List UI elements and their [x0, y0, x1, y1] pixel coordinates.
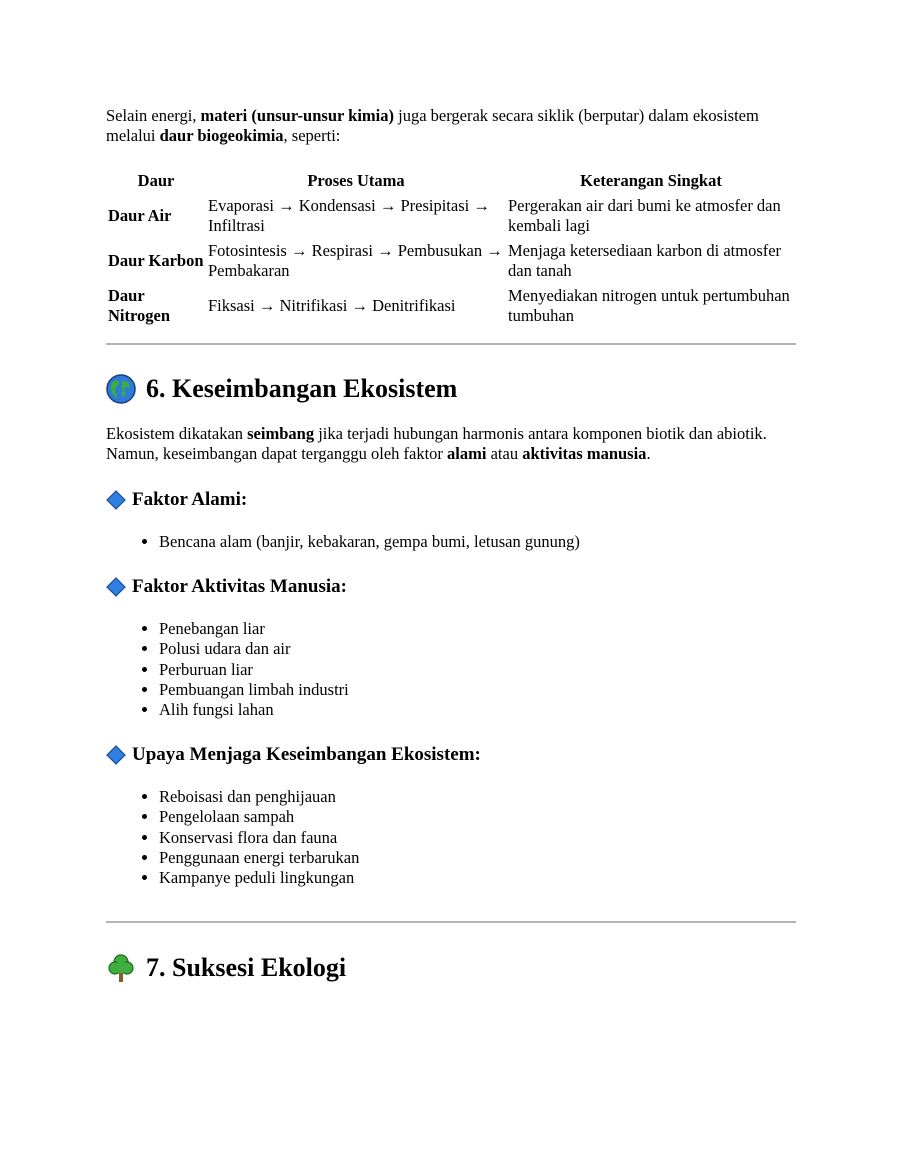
cell-proses: Fiksasi → Nitrifikasi → Denitrifikasi — [208, 296, 456, 315]
section-6-paragraph-1 — [106, 424, 796, 444]
bold-alami: alami — [447, 444, 487, 463]
cell-proses: Fotosintesis → Respirasi → Pembusukan → Pembakaran — [208, 241, 503, 280]
table-row — [106, 239, 796, 284]
upaya-heading — [106, 743, 796, 767]
cell-keterangan: Menyediakan nitrogen untuk pertumbuhan tumbuhan — [508, 286, 790, 325]
tree-icon — [106, 953, 136, 983]
text-span: Ekosistem dikatakan — [106, 424, 248, 443]
faktor-alami-heading — [106, 488, 796, 512]
cell-proses: Evaporasi → Kondensasi → Presipitasi → Infiltrasi — [208, 196, 490, 235]
section-7-title: 7. Suksesi Ekologi — [146, 953, 347, 983]
faktor-manusia-heading — [106, 575, 796, 599]
globe-icon — [106, 374, 136, 404]
list-item: • Penggunaan energi terbarukan — [159, 848, 796, 868]
faktor-alami-title: Faktor Alami: — [132, 489, 248, 510]
intro-text-1: Selain energi, — [106, 106, 201, 125]
blue-diamond-icon — [106, 745, 126, 765]
document-content — [106, 106, 796, 984]
list-item: • Penebangan liar — [159, 619, 796, 639]
blue-diamond-icon — [106, 577, 126, 597]
intro-text-2: juga bergerak secara siklik (berputar) dalam ekosistem melalui — [106, 106, 759, 145]
intro-paragraph — [106, 106, 796, 146]
section-divider — [106, 343, 796, 345]
section-6-paragraph-2 — [106, 444, 796, 464]
faktor-manusia-list — [106, 619, 796, 720]
intro-bold-materi: materi (unsur-unsur kimia) — [200, 106, 394, 125]
text-span: atau — [486, 444, 523, 463]
list-item: • Konservasi flora dan fauna — [159, 828, 796, 848]
table-row — [106, 194, 796, 239]
list-item: • Reboisasi dan penghijauan — [159, 787, 796, 807]
list-item: • Polusi udara dan air — [159, 639, 796, 659]
header-keterangan: Keterangan Singkat — [580, 171, 722, 190]
section-6-title: 6. Keseimbangan Ekosistem — [146, 374, 458, 403]
list-item: • Alih fungsi lahan — [159, 700, 796, 720]
upaya-list — [106, 787, 796, 888]
text-span: jika terjadi hubungan harmonis antara komponen biotik dan abiotik. — [314, 424, 767, 443]
cell-daur: Daur Air — [108, 206, 172, 225]
intro-text-3: , seperti: — [283, 126, 341, 145]
header-daur: Daur — [137, 171, 175, 190]
section-6-heading — [106, 373, 796, 405]
text-span: . — [646, 444, 651, 463]
header-proses: Proses Utama — [307, 171, 405, 190]
faktor-manusia-title: Faktor Aktivitas Manusia: — [132, 576, 348, 598]
intro-bold-daur: daur biogeokimia — [159, 126, 284, 145]
bold-seimbang: seimbang — [247, 424, 315, 443]
table-row — [106, 284, 796, 329]
section-7-heading — [106, 952, 796, 984]
section-divider — [106, 921, 796, 923]
faktor-alami-list — [106, 532, 796, 552]
cell-keterangan: Pergerakan air dari bumi ke atmosfer dan kembali lagi — [508, 196, 781, 235]
daur-table — [106, 171, 796, 329]
table-header-row — [106, 171, 796, 194]
list-item: • Pembuangan limbah industri — [159, 680, 796, 700]
list-item: • Perburuan liar — [159, 660, 796, 680]
list-item: • Kampanye peduli lingkungan — [159, 868, 796, 888]
cell-daur: Daur Nitrogen — [108, 286, 171, 325]
list-item: • Bencana alam (banjir, kebakaran, gempa bumi, letusan gunung) — [159, 532, 796, 552]
blue-diamond-icon — [106, 490, 126, 510]
list-item: • Pengelolaan sampah — [159, 807, 796, 827]
cell-daur: Daur Karbon — [108, 251, 204, 270]
upaya-title: Upaya Menjaga Keseimbangan Ekosistem: — [132, 744, 481, 766]
bold-aktivitas-manusia: aktivitas manusia — [522, 444, 647, 463]
text-span: Namun, keseimbangan dapat terganggu oleh faktor — [106, 444, 448, 463]
cell-keterangan: Menjaga ketersediaan karbon di atmosfer dan tanah — [508, 241, 782, 280]
